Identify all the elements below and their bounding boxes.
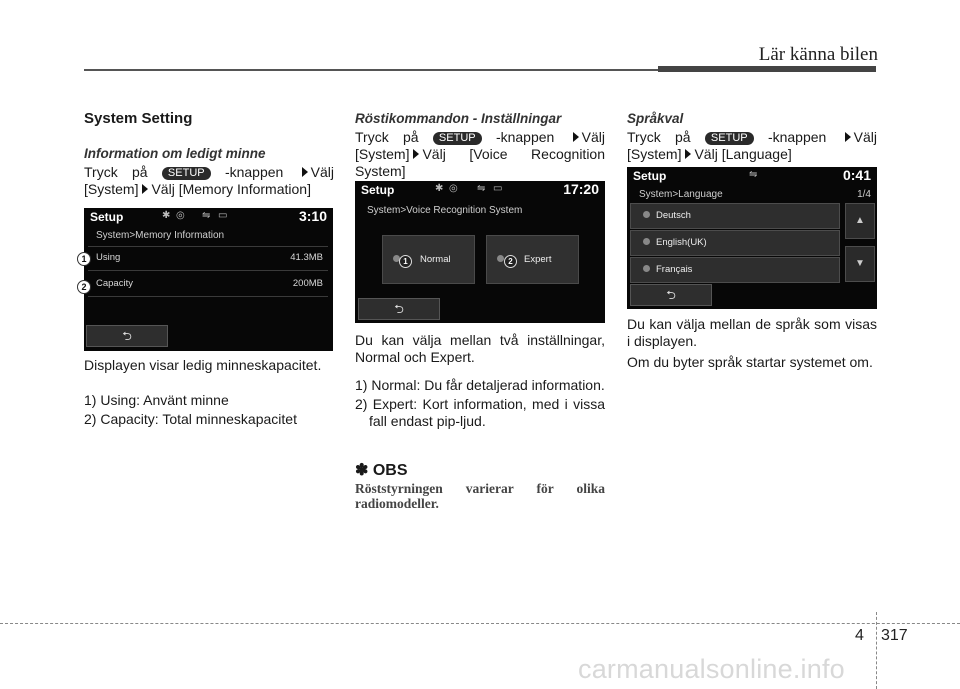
disc-icon: ◎ bbox=[449, 183, 458, 194]
scroll-up-button[interactable] bbox=[845, 203, 875, 239]
instruction-line-2: [System] Välj [Language] bbox=[627, 146, 792, 162]
scroll-down-button[interactable] bbox=[845, 246, 875, 282]
usb-icon: ⇋ bbox=[477, 183, 486, 194]
usb-icon: ⇋ bbox=[202, 210, 211, 221]
arrow-right-icon bbox=[142, 184, 148, 194]
callout-marker-1: 1 bbox=[77, 252, 91, 266]
setup-button-label: SETUP bbox=[705, 132, 754, 145]
using-label: Using bbox=[96, 252, 121, 263]
list-item: 2) Expert: Kort information, med i vissa bbox=[355, 396, 605, 412]
memory-description: Displayen visar ledig minneskapacitet. 1) Using: Använt minne 2) Capacity: Total minneskapacitet bbox=[84, 357, 334, 428]
chapter-number: 4 bbox=[855, 627, 864, 644]
screen-breadcrumb: System>Voice Recognition System bbox=[367, 205, 523, 216]
screen-clock: 0:41 bbox=[842, 167, 871, 183]
subheading-language: Språkval bbox=[627, 111, 684, 126]
using-value: 41.3MB bbox=[290, 252, 323, 263]
column-voice bbox=[355, 110, 605, 180]
obs-title: ✽ OBS bbox=[355, 462, 408, 479]
subheading-memory: Information om ledigt minne bbox=[84, 146, 266, 161]
watermark: carmanualsonline.info bbox=[578, 654, 845, 684]
column-language bbox=[627, 110, 877, 163]
instruction-line-1: Tryck på SETUP -knappen Välj bbox=[355, 129, 606, 145]
screen-title: Setup bbox=[633, 169, 667, 183]
bluetooth-icon: ✱ bbox=[435, 183, 444, 194]
page-number: 317 bbox=[881, 627, 908, 644]
obs-text: Röststyrningen varierar för olika radiomodeller. bbox=[355, 481, 605, 511]
disc-icon: ◎ bbox=[176, 210, 185, 221]
screen-title: Setup bbox=[361, 183, 395, 197]
instruction-line-2: [System] Välj [Memory Information] bbox=[84, 181, 311, 197]
screen-title: Setup bbox=[90, 210, 124, 224]
capacity-label: Capacity bbox=[96, 278, 133, 289]
callout-marker-2: 2 bbox=[77, 280, 91, 294]
list-item-continuation: fall endast pip-ljud. bbox=[369, 413, 486, 429]
arrow-right-icon bbox=[413, 149, 419, 159]
triangle-up-icon: ▲ bbox=[855, 215, 865, 226]
usb-icon: ⇋ bbox=[749, 169, 758, 180]
footer-divider bbox=[876, 612, 877, 689]
screen-breadcrumb: System>Memory Information bbox=[96, 230, 225, 241]
screen-clock: 17:20 bbox=[563, 181, 599, 197]
language-option-francais[interactable]: Français bbox=[630, 257, 840, 283]
screen-breadcrumb: System>Language bbox=[639, 189, 723, 200]
ipod-icon: ▭ bbox=[493, 183, 503, 194]
back-button[interactable]: ⮌ bbox=[358, 298, 440, 320]
expert-mode-button[interactable]: Expert bbox=[486, 235, 579, 284]
page-indicator: 1/4 bbox=[857, 189, 871, 200]
voice-description: Du kan välja mellan två inställningar, Normal och Expert. 1) Normal: Du får detaljerad information. 2) Expert: Kort information, med i vissa fall endast pip-ljud. ✽ OBS Röststyrningen varierar för olika radiomodeller. bbox=[355, 332, 605, 511]
bluetooth-icon: ✱ bbox=[162, 210, 171, 221]
setup-button-label: SETUP bbox=[433, 132, 482, 145]
section-heading: System Setting bbox=[84, 110, 193, 127]
screen-voice-recognition bbox=[355, 181, 605, 323]
language-description: Du kan välja mellan de språk som visas i displayen. Om du byter språk startar systemet om. bbox=[627, 316, 877, 370]
column-memory bbox=[84, 110, 334, 198]
arrow-right-icon bbox=[573, 132, 579, 142]
chapter-title: Lär känna bilen bbox=[758, 44, 878, 65]
normal-mode-button[interactable]: Normal bbox=[382, 235, 475, 284]
instruction-line-3: System] bbox=[355, 163, 406, 179]
list-item: 1) Using: Använt minne bbox=[84, 392, 229, 408]
subheading-voice: Röstikommandon - Inställningar bbox=[355, 111, 562, 126]
instruction-line-2: [System] Välj [Voice Recognition bbox=[355, 146, 605, 162]
screen-memory-info bbox=[84, 208, 333, 351]
screen-clock: 3:10 bbox=[298, 208, 327, 224]
back-button[interactable]: ⮌ bbox=[630, 284, 712, 306]
list-item: 1) Normal: Du får detaljerad information. bbox=[355, 377, 605, 393]
triangle-down-icon: ▼ bbox=[855, 258, 865, 269]
screen-language bbox=[627, 167, 877, 309]
arrow-right-icon bbox=[845, 132, 851, 142]
arrow-right-icon bbox=[685, 149, 691, 159]
callout-marker-1: 1 bbox=[399, 255, 412, 268]
setup-button-label: SETUP bbox=[162, 167, 211, 180]
ipod-icon: ▭ bbox=[218, 210, 228, 221]
header-rule bbox=[84, 69, 658, 71]
header-bar bbox=[658, 66, 876, 72]
instruction-line-1: Tryck på SETUP -knappen Välj bbox=[84, 164, 335, 180]
capacity-value: 200MB bbox=[292, 278, 323, 289]
callout-marker-2: 2 bbox=[504, 255, 517, 268]
arrow-right-icon bbox=[302, 167, 308, 177]
language-option-english-uk[interactable]: English(UK) bbox=[630, 230, 840, 256]
footer-rule bbox=[0, 623, 960, 624]
back-button[interactable]: ⮌ bbox=[86, 325, 168, 347]
instruction-line-1: Tryck på SETUP -knappen Välj bbox=[627, 129, 878, 145]
list-item: 2) Capacity: Total minneskapacitet bbox=[84, 411, 297, 427]
language-option-deutsch[interactable]: Deutsch bbox=[630, 203, 840, 229]
